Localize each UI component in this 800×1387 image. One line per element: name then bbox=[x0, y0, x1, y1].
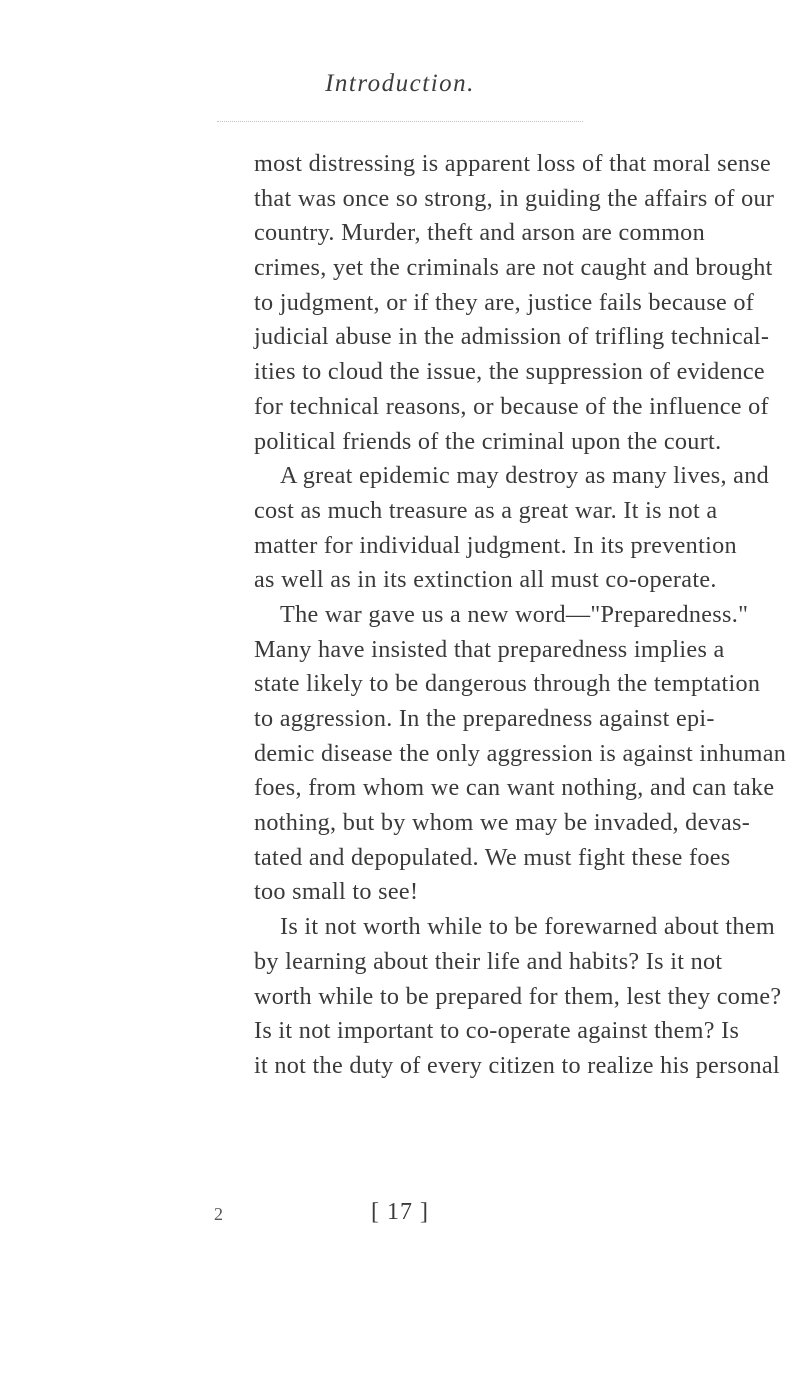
signature-mark: 2 bbox=[214, 1204, 223, 1224]
text-line: country. Murder, theft and arson are common bbox=[254, 219, 705, 247]
text-line: worth while to be prepared for them, lest they come? bbox=[254, 982, 782, 1010]
text-line: that was once so strong, in guiding the affairs of our bbox=[254, 184, 775, 212]
text-line: ities to cloud the issue, the suppression of evidence bbox=[254, 358, 765, 386]
page-number: [ 17 ] bbox=[371, 1199, 429, 1225]
header-rule bbox=[217, 121, 583, 122]
text-line: matter for individual judgment. In its prevention bbox=[254, 531, 737, 559]
text-line: nothing, but by whom we may be invaded, devas- bbox=[254, 809, 751, 837]
text-line: most distressing is apparent loss of that moral sense bbox=[254, 150, 772, 177]
text-line: cost as much treasure as a great war. It is not a bbox=[254, 496, 718, 524]
text-line: crimes, yet the criminals are not caught and brought bbox=[254, 254, 773, 282]
text-line: demic disease the only aggression is against inhuman bbox=[254, 739, 787, 767]
text-line: as well as in its extinction all must co-operate. bbox=[254, 566, 717, 594]
text-line: A great epidemic may destroy as many lives, and bbox=[280, 462, 769, 490]
text-line: The war gave us a new word—"Preparedness." bbox=[280, 600, 749, 628]
text-line: by learning about their life and habits? Is it not bbox=[254, 947, 723, 975]
text-line: it not the duty of every citizen to realize his personal bbox=[254, 1051, 780, 1079]
text-line: foes, from whom we can want nothing, and can take bbox=[254, 774, 775, 802]
text-line: to judgment, or if they are, justice fails because of bbox=[254, 288, 755, 316]
running-head: Introduction. bbox=[325, 70, 475, 97]
text-line: state likely to be dangerous through the temptation bbox=[254, 670, 761, 698]
text-line: political friends of the criminal upon the court. bbox=[254, 427, 722, 455]
text-line: Many have insisted that preparedness implies a bbox=[254, 635, 725, 663]
text-line: to aggression. In the preparedness against epi- bbox=[254, 705, 715, 732]
body-text bbox=[254, 147, 800, 1084]
text-line: for technical reasons, or because of the influence of bbox=[254, 392, 769, 420]
text-line: too small to see! bbox=[254, 878, 419, 906]
text-line: Is it not worth while to be forewarned about them bbox=[280, 913, 775, 941]
text-line: Is it not important to co-operate against them? Is bbox=[254, 1017, 740, 1045]
text-line: judicial abuse in the admission of trifling technical- bbox=[254, 323, 770, 351]
text-line: tated and depopulated. We must fight these foes bbox=[254, 843, 731, 871]
